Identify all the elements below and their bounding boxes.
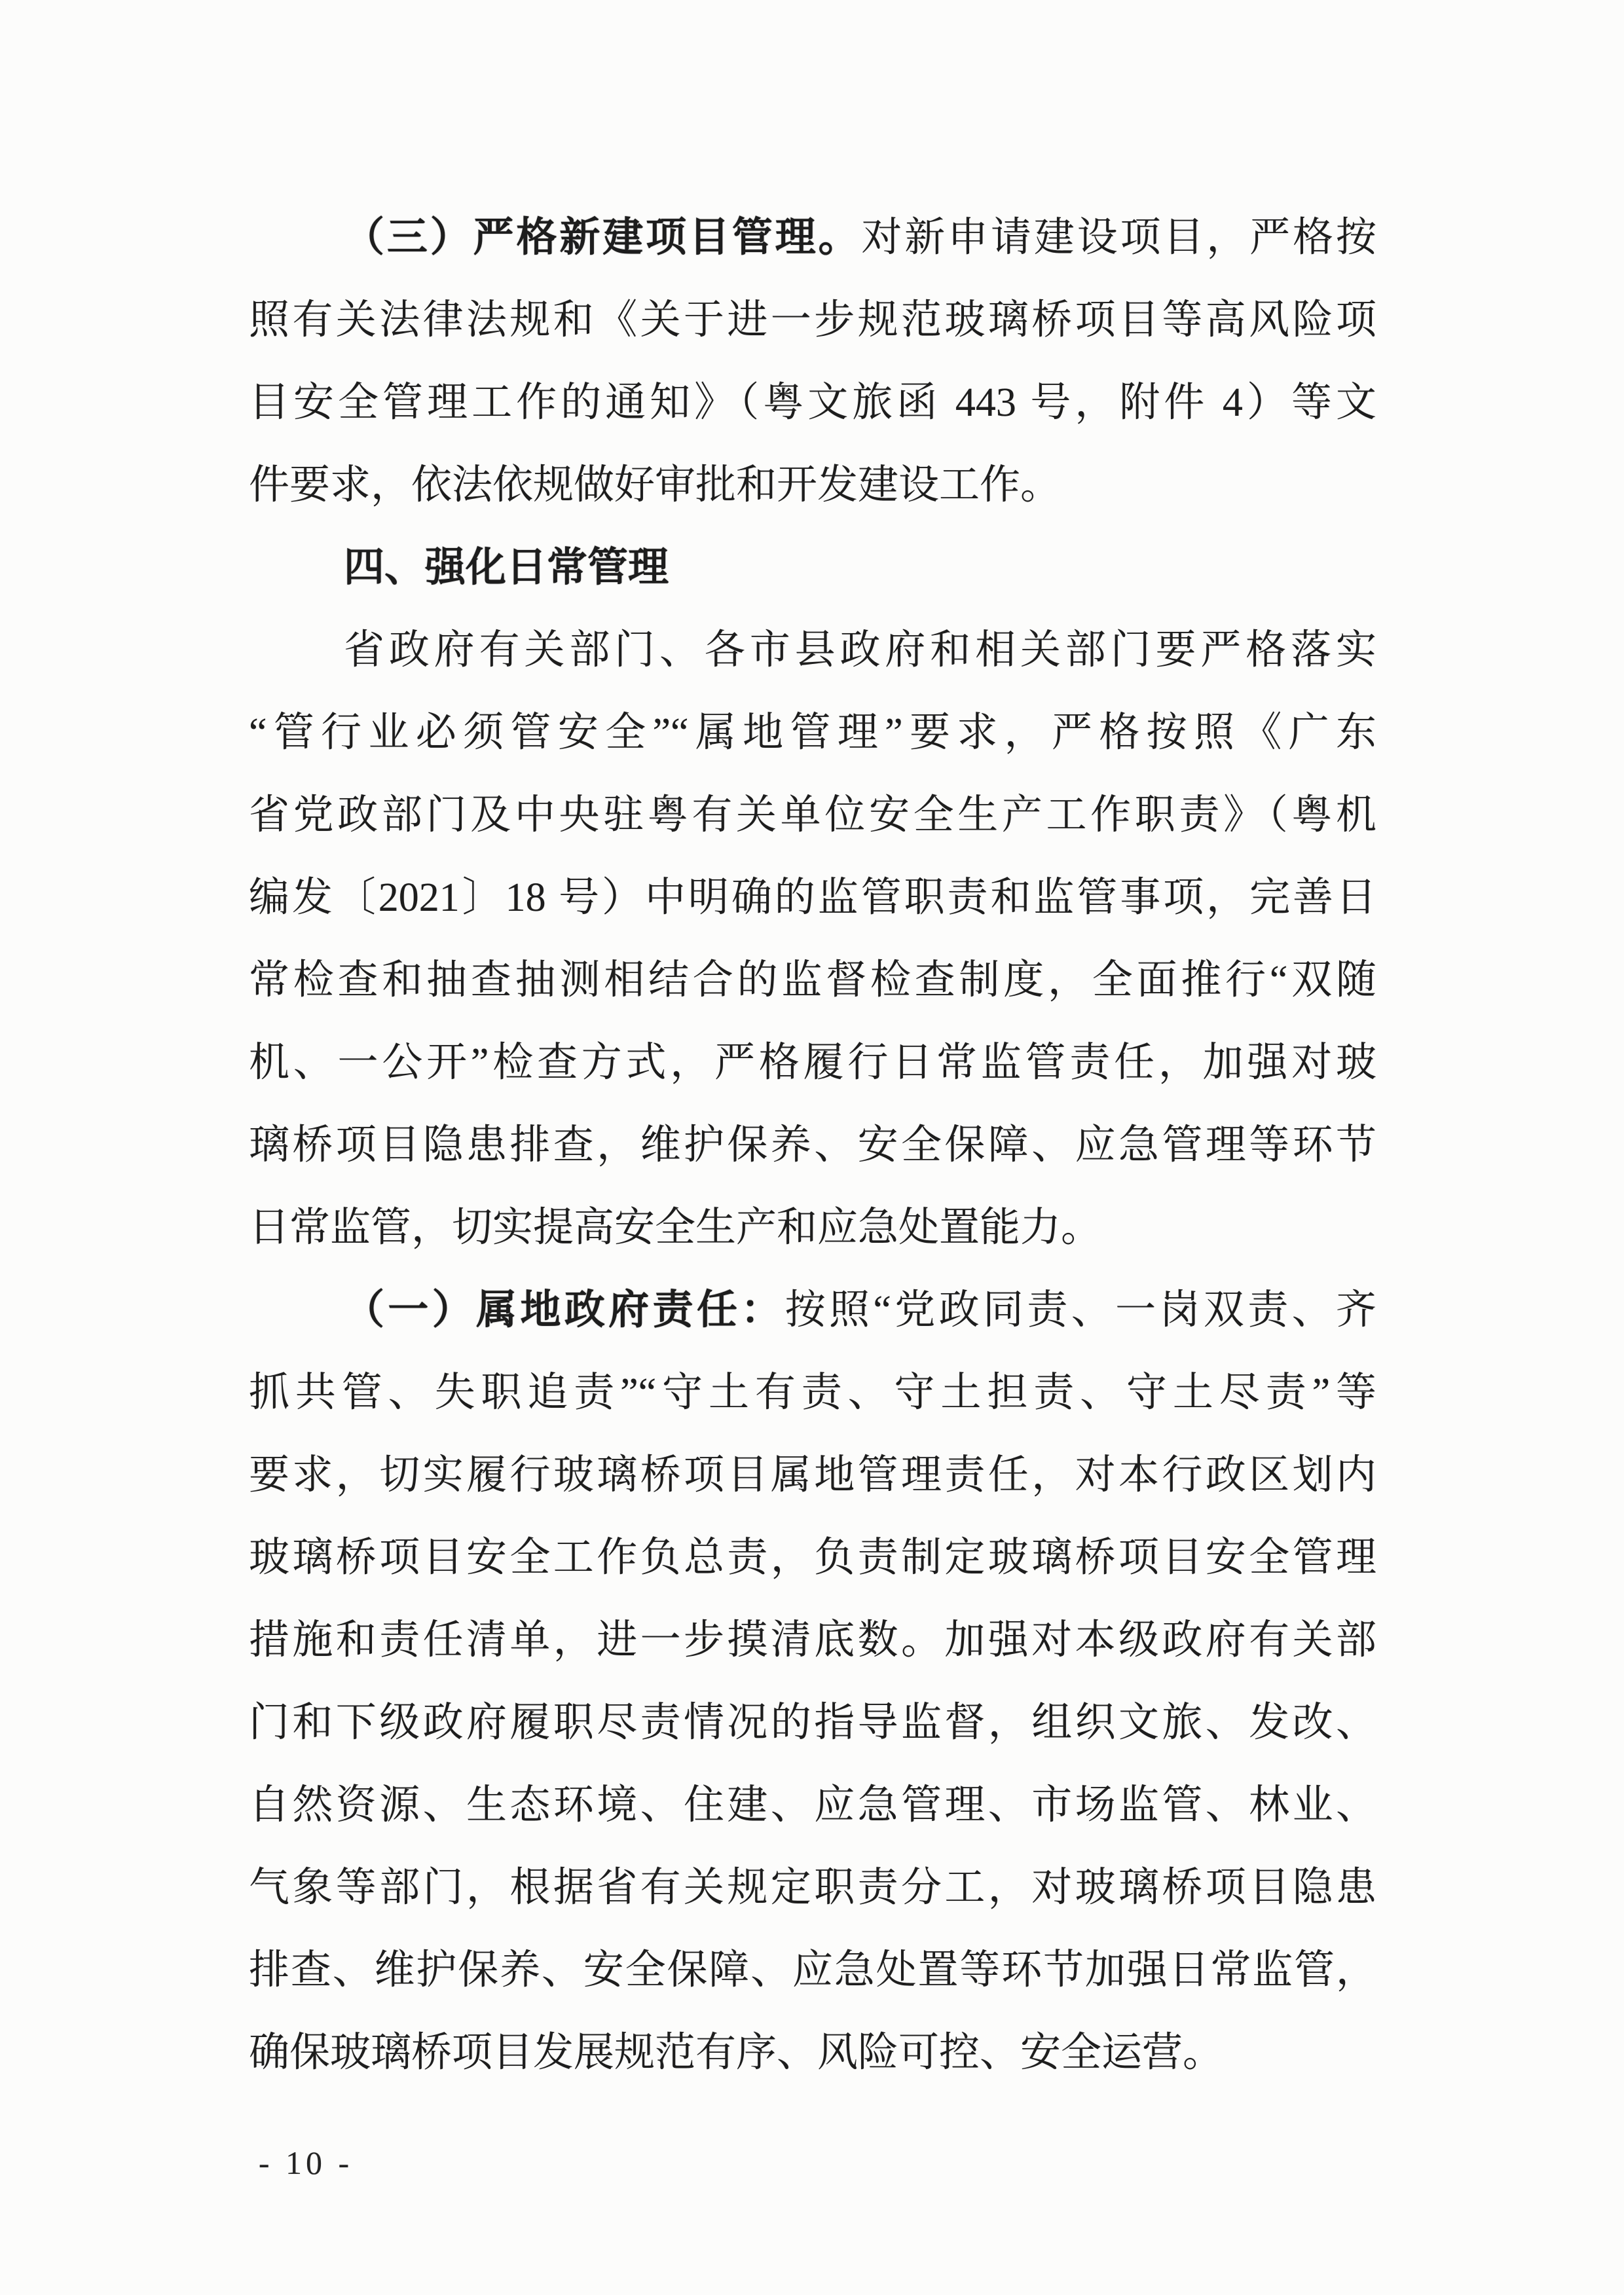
text-line: 排查、维护保养、安全保障、应急处置等环节加强日常监管， xyxy=(249,1948,1376,1992)
text-line: 常检查和抽查抽测相结合的监督检查制度，全面推行“双随 xyxy=(249,958,1376,1002)
text-line: 璃桥项目隐患排查，维护保养、安全保障、应急管理等环节 xyxy=(249,1123,1376,1167)
text-line: 措施和责任清单，进一步摸清底数。加强对本级政府有关部 xyxy=(249,1618,1376,1662)
text-line: 要求，切实履行玻璃桥项目属地管理责任，对本行政区划内 xyxy=(249,1453,1376,1497)
page-number: - 10 - xyxy=(258,2144,354,2181)
text-line: “管行业必须管安全”“属地管理”要求，严格按照《广东 xyxy=(249,710,1376,755)
text-line: 自然资源、生态环境、住建、应急管理、市场监管、林业、 xyxy=(249,1783,1376,1827)
text-line xyxy=(249,196,1376,279)
line-text: 按照“党政同责、一岗双责、齐 xyxy=(784,1288,1376,1332)
text-line: 编发〔2021〕18 号）中明确的监管职责和监管事项，完善日 xyxy=(249,875,1376,920)
text-line: 门和下级政府履职尽责情况的指导监督，组织文旅、发改、 xyxy=(249,1700,1376,1745)
text-line: 玻璃桥项目安全工作负总责，负责制定玻璃桥项目安全管理 xyxy=(249,1535,1376,1580)
text-line: 气象等部门，根据省有关规定职责分工，对玻璃桥项目隐患 xyxy=(249,1865,1376,1910)
text-line: 目安全管理工作的通知》（粤文旅函 443 号，附件 4）等文 xyxy=(249,380,1376,425)
text-line: 机、一公开”检查方式，严格履行日常监管责任，加强对玻 xyxy=(249,1040,1376,1085)
line-text: 对新申请建设项目，严格按 xyxy=(861,215,1376,260)
text-line: 省政府有关部门、各市县政府和相关部门要严格落实 xyxy=(344,628,1376,672)
text-line: 日常监管，切实提高安全生产和应急处置能力。 xyxy=(249,1205,1102,1250)
text-line: 照有关法律法规和《关于进一步规范玻璃桥项目等高风险项 xyxy=(249,298,1376,342)
text-line xyxy=(249,1269,1376,1351)
text-line: 省党政部门及中央驻粤有关单位安全生产工作职责》（粤机 xyxy=(249,793,1376,837)
emphasized-lead-in: （三）严格新建项目管理。 xyxy=(344,215,862,260)
text-line: 抓共管、失职追责”“守土有责、守土担责、守土尽责”等 xyxy=(249,1370,1376,1415)
document-body xyxy=(249,196,1376,2094)
section-heading: 四、强化日常管理 xyxy=(344,545,669,590)
text-line: 件要求，依法依规做好审批和开发建设工作。 xyxy=(249,463,1061,507)
emphasized-lead-in: （一）属地政府责任： xyxy=(344,1288,785,1332)
text-line: 确保玻璃桥项目发展规范有序、风险可控、安全运营。 xyxy=(249,2030,1224,2075)
